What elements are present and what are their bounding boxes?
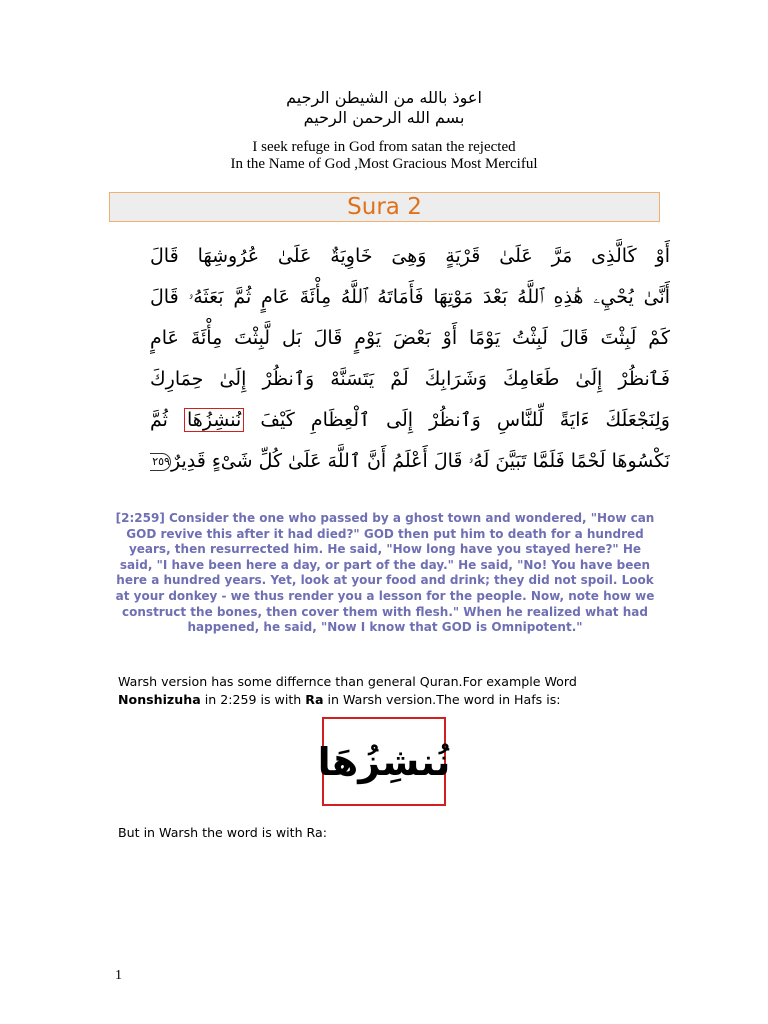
warsh-note <box>118 673 638 709</box>
english-header <box>0 139 768 173</box>
verse-line: أَنَّىٰ يُحْيِۦ هَٰذِهِ ٱللَّهُ بَعْدَ مَوْتِهَا فَأَمَاتَهُ ٱللَّهُ مِأْئَةَ عَامٍ ثُمَّ بَعَثَهُۥ قَالَ <box>150 286 670 308</box>
hafs-word: نُنشِزُهَا <box>317 739 451 784</box>
sura-title: Sura 2 <box>347 194 422 220</box>
ayah-number-marker: ٢٥٩ <box>150 453 171 471</box>
quran-verse-block <box>150 236 670 482</box>
note-text: in Warsh version.The word in Hafs is: <box>323 692 561 707</box>
refuge-translation-line: I seek refuge in God from satan the rejected <box>252 139 516 155</box>
basmala-translation-line: In the Name of God ,Most Gracious Most Merciful <box>230 156 538 172</box>
verse-text: ثُمَّ <box>150 409 168 431</box>
verse-line: فَٱنظُرْ إِلَىٰ طَعَامِكَ وَشَرَابِكَ لَمْ يَتَسَنَّهْ وَٱنظُرْ إِلَىٰ حِمَارِكَ <box>150 368 670 390</box>
verse-line-highlighted <box>150 400 670 441</box>
note-text: in 2:259 is with <box>200 692 306 707</box>
verse-text: نَكْسُوهَا لَحْمًا فَلَمَّا تَبَيَّنَ لَهُۥ قَالَ أَعْلَمُ أَنَّ ٱللَّهَ عَلَىٰ كُلِّ شَىْءٍ قَدِيرٌ <box>170 450 670 472</box>
note-bold-word: Nonshizuha <box>118 692 201 707</box>
hafs-word-image <box>317 717 451 806</box>
verse-line-final <box>150 441 670 482</box>
arabic-header <box>0 88 768 128</box>
basmala-line: بسم الله الرحمن الرحيم <box>303 108 465 127</box>
verse-line: أَوْ كَالَّذِى مَرَّ عَلَىٰ قَرْيَةٍ وَهِىَ خَاوِيَةٌ عَلَىٰ عُرُوشِهَا قَالَ <box>150 245 670 267</box>
verse-translation: [2:259] Consider the one who passed by a ghost town and wondered, "How can GOD revive this after it had died?" GOD then put him to death for a hundred years, then resurrected him. He said, "How long have you stayed here?" He said, "I have been here a day, or part of the day." He said, "No! You have been here a hundred years. Yet, look at your food and drink; they did not spoil. Look at your donkey - we thus render you a lesson for the people. Now, note how we construct the bones, then cover them with flesh." When he realized what had happened, he said, "Now I know that GOD is Omnipotent." <box>115 511 655 635</box>
warsh-caption: But in Warsh the word is with Ra: <box>118 825 327 840</box>
sura-title-bar <box>109 192 660 222</box>
note-bold-word: Ra <box>305 692 324 707</box>
note-text: Warsh version has some differnce than general Quran.For example Word <box>118 674 577 689</box>
verse-text: وَلِنَجْعَلَكَ ءَايَةً لِّلنَّاسِ وَٱنظُرْ إِلَى ٱلْعِظَامِ كَيْفَ <box>260 409 670 431</box>
page-number: 1 <box>115 968 122 983</box>
verse-line: كَمْ لَبِثْتَ قَالَ لَبِثْتُ يَوْمًا أَوْ بَعْضَ يَوْمٍ قَالَ بَل لَّبِثْتَ مِأْئَةَ عَامٍ <box>150 327 670 349</box>
highlighted-word: نُنشِزُهَا <box>184 408 244 432</box>
isti-adha-line: اعوذ بالله من الشيطن الرجيم <box>286 88 482 107</box>
